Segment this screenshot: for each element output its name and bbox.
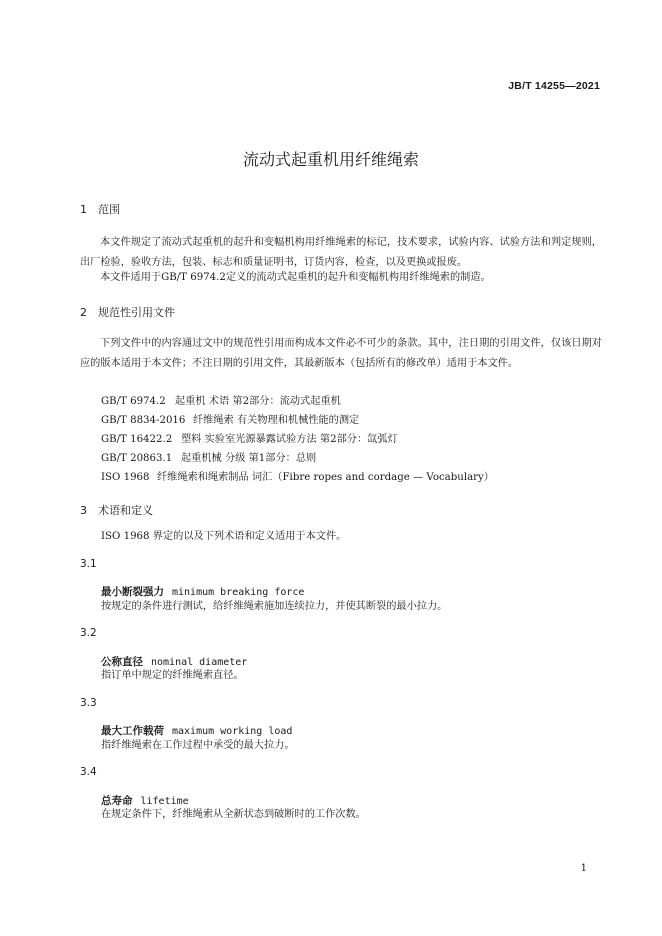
term-english: lifetime bbox=[140, 796, 189, 807]
term-number: 3.2 bbox=[80, 627, 97, 639]
scope-paragraph-1: 本文件规定了流动式起重机的起升和变幅机构用纤维绳索的标记，技术要求，试验内容、试验方法和判定规则，出厂检验，验收方法，包装、标志和质量证明书，订货内容，检查，以及更换或报废。 bbox=[80, 237, 602, 268]
section-number: 1 bbox=[80, 203, 87, 216]
reference-code: GB/T 6974.2 bbox=[101, 396, 166, 407]
reference-item bbox=[101, 430, 398, 445]
term-chinese: 总寿命 bbox=[101, 795, 133, 807]
reference-item bbox=[101, 411, 359, 426]
reference-title: 纤维绳索 有关物理和机械性能的测定 bbox=[193, 415, 360, 426]
term-number: 3.3 bbox=[80, 697, 97, 709]
term-english: minimum breaking force bbox=[172, 587, 305, 598]
reference-title: 塑料 实验室光源暴露试验方法 第2部分：氙弧灯 bbox=[181, 434, 398, 445]
reference-code: GB/T 8834-2016 bbox=[101, 415, 186, 426]
document-title: 流动式起重机用纤维绳索 bbox=[242, 150, 419, 169]
section-number: 2 bbox=[80, 306, 87, 319]
section-title: 术语和定义 bbox=[98, 504, 153, 517]
reference-title: 纤维绳索和绳索制品 词汇（Fibre ropes and cordage — Vocabulary） bbox=[157, 472, 494, 483]
section-title: 规范性引用文件 bbox=[98, 306, 175, 319]
term-chinese: 最大工作载荷 bbox=[101, 725, 164, 737]
term-definition: 指订单中规定的纤维绳索直径。 bbox=[101, 670, 244, 681]
term-english: nominal diameter bbox=[151, 657, 248, 668]
reference-title: 起重机 术语 第2部分：流动式起重机 bbox=[175, 396, 341, 407]
reference-code: GB/T 16422.2 bbox=[101, 434, 173, 445]
references-intro: 下列文件中的内容通过文中的规范性引用而构成本文件必不可少的条款。其中，注日期的引用文件，仅该日期对应的版本适用于本文件；不注日期的引用文件，其最新版本（包括所有的修改单）适用于本文件。 bbox=[80, 338, 602, 369]
term-chinese: 公称直径 bbox=[101, 656, 143, 668]
section-title: 范围 bbox=[98, 203, 120, 216]
standard-number: JB/T 14255—2021 bbox=[508, 80, 600, 92]
reference-item bbox=[101, 449, 316, 464]
reference-item bbox=[101, 468, 494, 483]
terms-intro: ISO 1968 界定的以及下列术语和定义适用于本文件。 bbox=[101, 531, 347, 542]
term-definition: 按规定的条件进行测试，给纤维绳索施加连续拉力，并使其断裂的最小拉力。 bbox=[101, 601, 448, 612]
term-definition: 在规定条件下，纤维绳索从全新状态到破断时的工作次数。 bbox=[101, 809, 366, 820]
term-definition: 指纤维绳索在工作过程中承受的最大拉力。 bbox=[101, 740, 295, 751]
reference-title: 起重机械 分级 第1部分：总则 bbox=[181, 453, 317, 464]
scope-paragraph-2: 本文件适用于GB/T 6974.2定义的流动式起重机的起升和变幅机构用纤维绳索的制造。 bbox=[100, 272, 491, 283]
term-chinese: 最小断裂强力 bbox=[101, 586, 164, 598]
section-number: 3 bbox=[80, 504, 87, 517]
term-number: 3.4 bbox=[80, 766, 97, 778]
page-number: 1 bbox=[580, 863, 587, 874]
term-english: maximum working load bbox=[172, 726, 293, 737]
term-number: 3.1 bbox=[80, 558, 97, 570]
section-1-heading bbox=[80, 201, 120, 217]
reference-code: GB/T 20863.1 bbox=[101, 453, 173, 464]
reference-code: ISO 1968 bbox=[101, 472, 150, 483]
section-2-heading bbox=[80, 304, 175, 320]
reference-item bbox=[101, 392, 341, 407]
section-3-heading bbox=[80, 502, 153, 518]
